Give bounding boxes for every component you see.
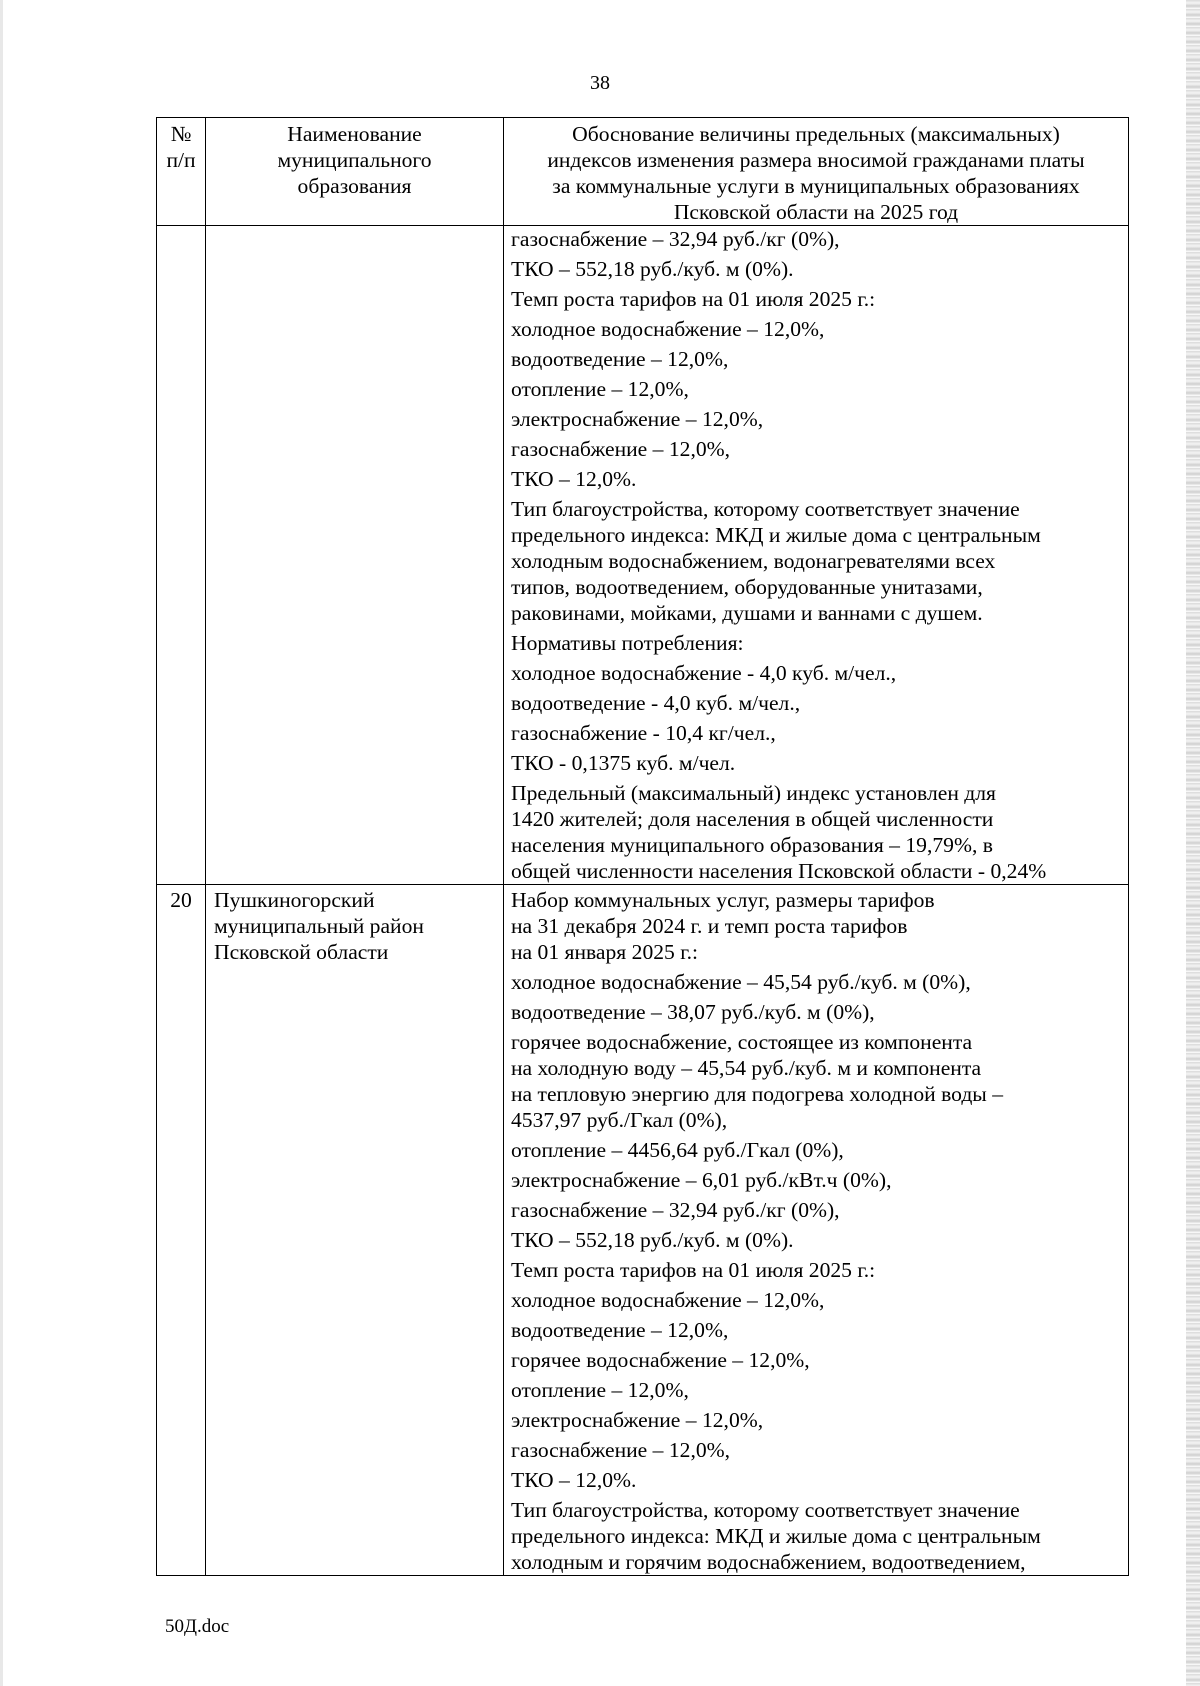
cell-number: 20 <box>157 885 206 1576</box>
footer-filename: 50Д.doc <box>165 1616 230 1637</box>
header-justification <box>504 118 1129 226</box>
scan-edge-left <box>0 0 3 1686</box>
text-line: электроснабжение – 6,01 руб./кВт.ч (0%), <box>511 1168 892 1192</box>
text-line: горячее водоснабжение, состоящее из компонента <box>511 1030 973 1054</box>
text-line: водоотведение – 12,0%, <box>511 1318 729 1342</box>
text-line: газоснабжение - 10,4 кг/чел., <box>511 721 776 745</box>
paragraph-improvement-type <box>511 496 1122 626</box>
text-line: холодное водоснабжение – 45,54 руб./куб. м (0%), <box>511 970 971 994</box>
text-line: предельного индекса: МКД и жилые дома с центральным <box>511 1524 1041 1548</box>
header-number <box>157 118 206 226</box>
scan-edge-right <box>1186 0 1200 1686</box>
text-line: холодное водоснабжение - 4,0 куб. м/чел., <box>511 661 897 685</box>
header-line: Псковской области на 2025 год <box>673 200 959 224</box>
text-line: Тип благоустройства, которому соответствует значение <box>511 497 1020 521</box>
text-line: отопление – 4456,64 руб./Гкал (0%), <box>511 1138 844 1162</box>
text-line: холодное водоснабжение – 12,0%, <box>511 317 825 341</box>
header-line: муниципального <box>277 148 432 172</box>
text-line: Темп роста тарифов на 01 июля 2025 г.: <box>511 287 876 311</box>
header-name <box>206 118 504 226</box>
table-header-row <box>157 118 1129 226</box>
text-line: на 31 декабря 2024 г. и темп роста тарифов <box>511 914 908 938</box>
header-line: образования <box>297 174 412 198</box>
cell-number-empty <box>157 226 206 885</box>
text-line: ТКО – 552,18 руб./куб. м (0%). <box>511 1228 794 1252</box>
cell-name-empty <box>206 226 504 885</box>
text-line: 4537,97 руб./Гкал (0%), <box>511 1108 728 1132</box>
text-line: отопление – 12,0%, <box>511 377 689 401</box>
cell-municipality-name <box>206 885 504 1576</box>
text-line: водоотведение – 38,07 руб./куб. м (0%), <box>511 1000 875 1024</box>
text-line: газоснабжение – 12,0%, <box>511 1438 731 1462</box>
header-line: индексов изменения размера вносимой гражданами платы <box>547 148 1085 172</box>
paragraph-improvement-type <box>511 1497 1122 1575</box>
text-line: газоснабжение – 32,94 руб./кг (0%), <box>511 227 840 251</box>
text-line: отопление – 12,0%, <box>511 1378 689 1402</box>
text-line: раковинами, мойками, душами и ваннами с душем. <box>511 601 983 625</box>
text-line: типов, водоотведением, оборудованные унитазами, <box>511 575 983 599</box>
text-line: Набор коммунальных услуг, размеры тарифов <box>511 888 935 912</box>
paragraph-max-index <box>511 780 1122 884</box>
text-line: газоснабжение – 12,0%, <box>511 437 731 461</box>
text-line: холодным и горячим водоснабжением, водоотведением, <box>511 1550 1026 1574</box>
text-line: ТКО – 552,18 руб./куб. м (0%). <box>511 257 794 281</box>
text-line: Предельный (максимальный) индекс установлен для <box>511 781 996 805</box>
paragraph-hot-water <box>511 1029 1122 1133</box>
paragraph-intro <box>511 887 1122 965</box>
text-line: холодным водоснабжением, водонагревателями всех <box>511 549 996 573</box>
text-line: электроснабжение – 12,0%, <box>511 407 764 431</box>
text-line: на холодную воду – 45,54 руб./куб. м и компонента <box>511 1056 982 1080</box>
text-line: 1420 жителей; доля населения в общей численности <box>511 807 994 831</box>
text-line: Пушкиногорский <box>214 888 375 912</box>
text-line: Тип благоустройства, которому соответствует значение <box>511 1498 1020 1522</box>
text-line: предельного индекса: МКД и жилые дома с центральным <box>511 523 1041 547</box>
cell-justification <box>504 885 1129 1576</box>
header-line: Наименование <box>287 122 422 146</box>
text-line: электроснабжение – 12,0%, <box>511 1408 764 1432</box>
table-row-continued <box>157 226 1129 885</box>
text-line: Псковской области <box>214 940 389 964</box>
cell-justification <box>504 226 1129 885</box>
text-line: холодное водоснабжение – 12,0%, <box>511 1288 825 1312</box>
table-row-20 <box>157 885 1129 1576</box>
text-line: газоснабжение – 32,94 руб./кг (0%), <box>511 1198 840 1222</box>
text-line: горячее водоснабжение – 12,0%, <box>511 1348 810 1372</box>
text-line: на 01 января 2025 г.: <box>511 940 699 964</box>
text-line: водоотведение – 12,0%, <box>511 347 729 371</box>
text-line: муниципальный район <box>214 914 424 938</box>
text-line: ТКО - 0,1375 куб. м/чел. <box>511 751 736 775</box>
page-number: 38 <box>590 72 610 94</box>
text-line: населения муниципального образования – 19,79%, в <box>511 833 993 857</box>
text-line: Нормативы потребления: <box>511 631 744 655</box>
text-line: ТКО – 12,0%. <box>511 1468 637 1492</box>
text-line: общей численности населения Псковской области - 0,24% <box>511 859 1047 883</box>
text-line: Темп роста тарифов на 01 июля 2025 г.: <box>511 1258 876 1282</box>
header-line: за коммунальные услуги в муниципальных образованиях <box>552 174 1080 198</box>
tariff-table <box>156 117 1129 1576</box>
header-line: п/п <box>166 148 196 172</box>
text-line: ТКО – 12,0%. <box>511 467 637 491</box>
text-line: водоотведение - 4,0 куб. м/чел., <box>511 691 801 715</box>
header-line: № <box>170 122 192 146</box>
text-line: на тепловую энергию для подогрева холодной воды – <box>511 1082 1004 1106</box>
header-line: Обоснование величины предельных (максимальных) <box>572 122 1060 146</box>
